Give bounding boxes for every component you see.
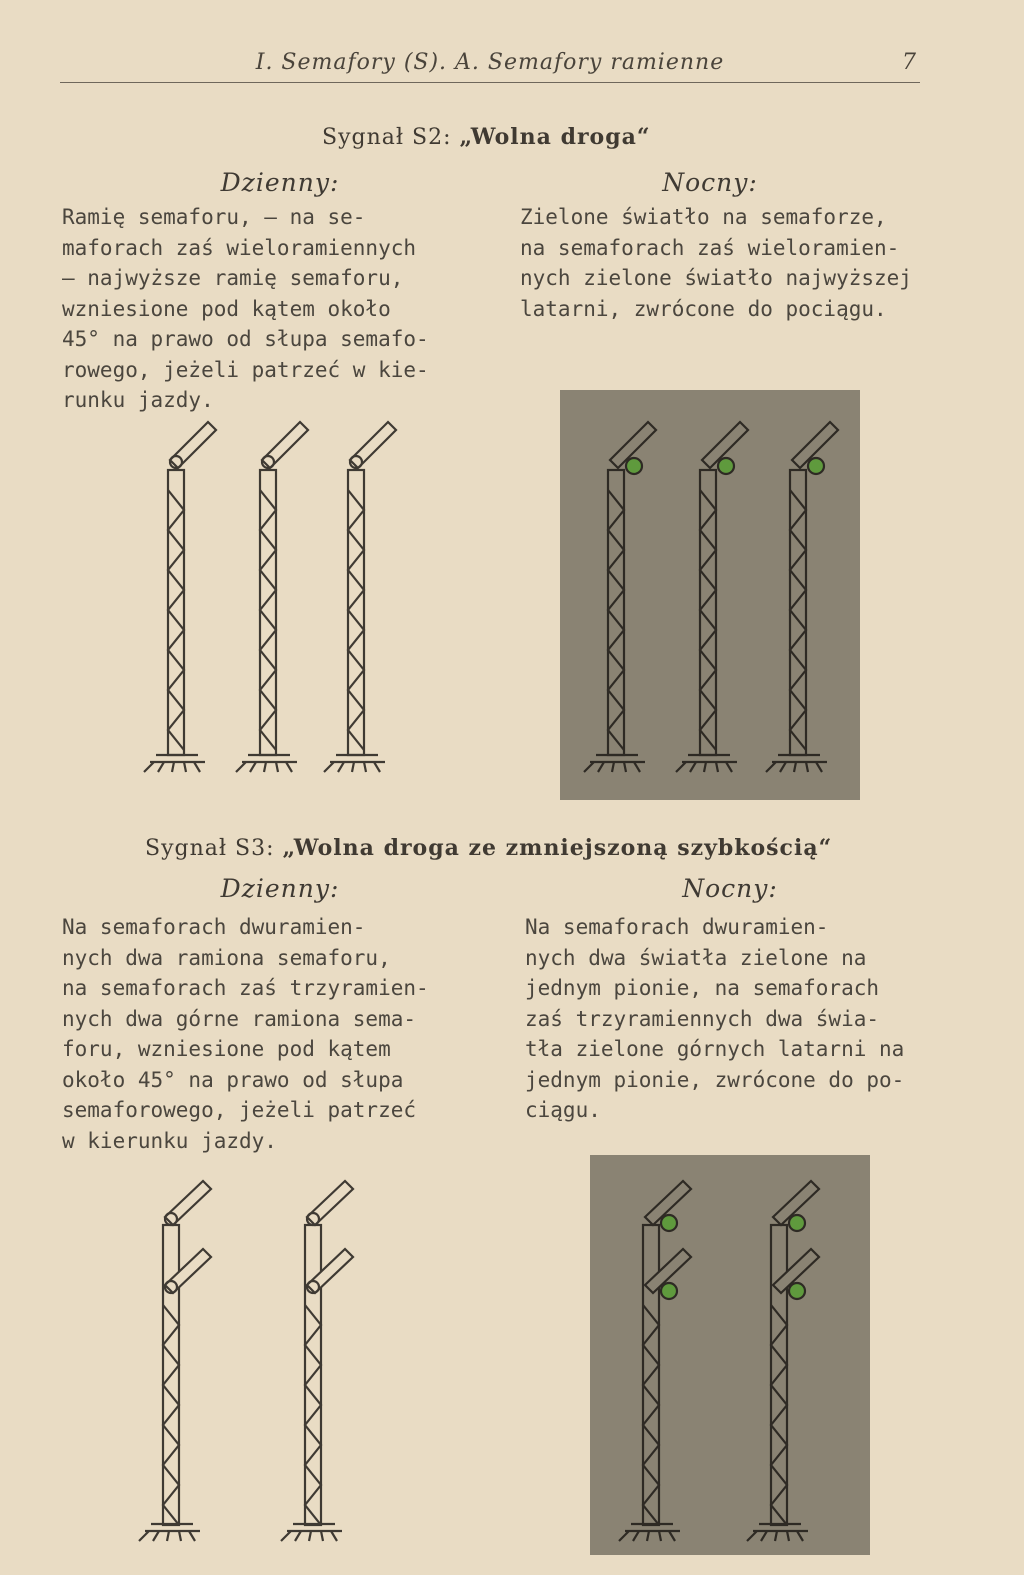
text-line: jednym pionie, na semaforach [525,976,880,1000]
green-lamp-icon [789,1215,805,1231]
semaphore-mast-2 [236,422,308,772]
text-line: maforach zaś wieloramiennych [62,235,417,260]
text-line: wzniesione pod kątem około [62,296,391,321]
s2-day-illustration [150,410,390,780]
s3-night-heading: Nocny: [682,874,778,903]
s3-day-description [62,912,429,1156]
semaphore-mast-2 [747,1181,819,1541]
text-line: na semaforach zaś trzyramien- [62,976,429,1000]
signal-s3-title [145,835,832,861]
semaphore-mast-2 [676,422,748,772]
text-line: Ramię semaforu, — na se- [62,205,366,229]
signal-s3-code: Sygnał S3: [145,836,275,861]
text-line: w kierunku jazdy. [62,1128,277,1153]
text-line: nych dwa ramiona semaforu, [62,945,391,970]
s3-day-illustration [145,1175,385,1555]
text-line: nych dwa światła zielone na [525,945,867,970]
green-lamp-icon [718,458,734,474]
semaphore-mast-1 [139,1181,211,1541]
semaphore-mast-1 [619,1181,691,1541]
green-lamp-icon [789,1283,805,1299]
s2-night-heading: Nocny: [662,168,758,197]
s2-night-description [520,202,912,324]
s2-day-heading: Dzienny: [220,168,340,197]
signal-s2-code: Sygnał S2: [322,125,452,150]
text-line: 45° na prawo od słupa semafo- [62,327,429,351]
green-lamp-icon [661,1215,677,1231]
text-line: ciągu. [525,1098,601,1122]
signal-s3-name: „Wolna droga ze zmniejszoną szybkością“ [282,835,833,861]
text-line: rowego, jeżeli patrzeć w kie- [62,357,429,382]
text-line: około 45° na prawo od słupa [62,1067,404,1092]
text-line: Na semaforach dwuramien- [525,915,829,939]
signal-s2-name: „Wolna droga“ [459,124,651,150]
running-title: I. Semafory (S). A. Semafory ramienne [255,50,725,75]
text-line: nych zielone światło najwyższej [520,266,912,290]
text-line: — najwyższe ramię semaforu, [62,266,404,290]
text-line: na semaforach zaś wieloramien- [520,235,900,260]
semaphore-mast-3 [766,422,838,772]
green-lamp-icon [808,458,824,474]
text-line: runku jazdy. [62,388,214,412]
text-line: Na semaforach dwuramien- [62,915,366,939]
text-line: foru, wzniesione pod kątem [62,1037,391,1061]
text-line: zaś trzyramiennych dwa świa- [525,1006,880,1031]
running-header [60,48,920,83]
semaphore-mast-2 [281,1181,353,1541]
text-line: latarni, zwrócone do pociągu. [520,296,887,321]
text-line: nych dwa górne ramiona sema- [62,1006,417,1031]
text-line: jednym pionie, zwrócone do po- [525,1067,905,1092]
semaphore-mast-1 [144,422,216,772]
text-line: Zielone światło na semaforze, [520,205,887,229]
text-line: semaforowego, jeżeli patrzeć [62,1098,417,1122]
signal-s2-title [322,124,651,150]
s3-night-illustration [625,1175,845,1545]
s3-night-description [525,912,904,1126]
green-lamp-icon [626,458,642,474]
green-lamp-icon [661,1283,677,1299]
semaphore-mast-3 [324,422,396,772]
text-line: tła zielone górnych latarni na [525,1037,905,1061]
page-number: 7 [902,50,916,75]
s2-night-illustration [590,410,850,780]
s2-day-description [62,202,429,416]
semaphore-mast-1 [584,422,656,772]
s3-day-heading: Dzienny: [220,874,340,903]
